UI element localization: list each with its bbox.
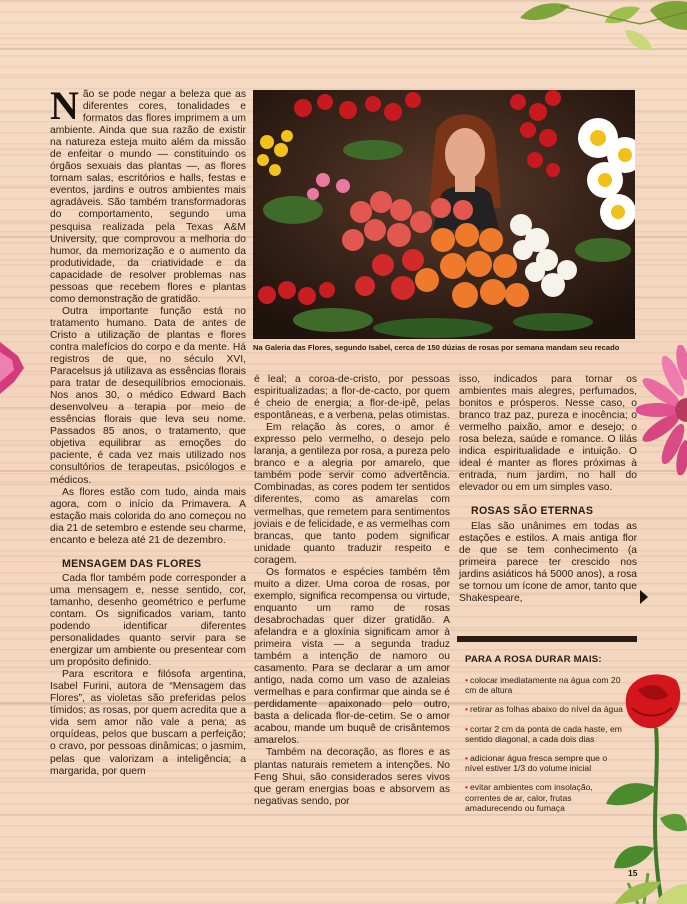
body-paragraph: Os formatos e espécies também têm muito a dizer. Uma coroa de rosas, por exemplo, significa recompensa ou virtude, enquanto um ramo de rosas desabrochadas quer dizer gratidão. A afelandra e a gloxínia significam amor à primeira vista — a segunda traduz também a intenção de namoro ou casamento. Para se declarar a um amor antigo, nada como um vaso de azaleias vermelhas e para confirmar que ainda se é perdidamente apaixonado pelo outro, basta a delicada flor-de-cetim. Se o amor acabou, mande um buquê de crisântemos amarelos. — [254, 566, 450, 747]
body-paragraph: é leal; a coroa-de-cristo, por pessoas espiritualizadas; a flor-de-cacto, por quem é cheio de energia; a flor-de-ipê, pelas espontâneas, e a verbena, pelas otimistas. — [254, 374, 450, 422]
article-column-3 — [459, 374, 637, 605]
body-paragraph: Elas são unânimes em todas as estações e estilos. A mais antiga flor de que se tem conhecimento (a primeira parece ter crescido nos jardins asiáticos há 5000 anos), a rosa se tornou um ícone de amor, tanto que Shakespeare, — [459, 520, 637, 604]
continue-arrow-icon — [640, 590, 648, 604]
section-heading-mensagem: MENSAGEM DAS FLORES — [62, 557, 202, 570]
bullet-icon: • — [465, 704, 469, 715]
florist-photo — [253, 90, 635, 339]
pink-flower-edge-icon — [0, 338, 26, 398]
leaves-bottom-icon — [615, 866, 687, 904]
tip-text: evitar ambientes com insolação, correntes de ar, calor, frutas amadurecendo ou fumaça — [465, 782, 593, 813]
intro-paragraph — [50, 83, 246, 306]
tip-text: adicionar água fresca sempre que o nível estiver 1/3 do volume inicial — [465, 753, 608, 774]
tip-text: colocar imediatamente na água com 20 cm de altura — [465, 675, 621, 696]
body-paragraph: Outra importante função está no tratamento humano. Data de antes de Cristo a utilização de plantas e flores contra malefícios do corpo e da mente. Há registros de que, no século XVI, Paracelsus já utilizava as essências florais para tratar de desequilíbrios emocionais. Nos anos 30, o médico Edward Bach desenvolveu a terapia por meio de essências florais que leva seu nome. Passados 85 anos, o tratamento, que objetiva equilibrar as emoções do paciente, é cada vez mais utilizado nos consultórios de terapeutas, psicólogos e médicos. — [50, 305, 246, 486]
photo-caption: Na Galeria das Flores, segundo Isabel, cerca de 150 dúzias de rosas por semana mandam seu recado — [253, 343, 620, 352]
section-heading-rosas: ROSAS SÃO ETERNAS — [471, 505, 594, 518]
bullet-icon: • — [465, 753, 469, 764]
drop-cap: N — [50, 83, 79, 128]
leaves-decoration — [500, 0, 687, 60]
tip-text: retirar as folhas abaixo do nível da água — [470, 704, 623, 715]
body-paragraph: Para escritora e filósofa argentina, Isabel Furini, autora de “Mensagem das Flores”, as violetas são preferidas pelos tímidos; as rosas, por quem acredita que a vida sem amor não vale a pena; as orquídeas, pelos que buscam a perfeição; o cravo, por pessoas dinâmicas; o jasmim, pelas que valorizam a inteligência; a margarida, por quem — [50, 669, 246, 777]
body-paragraph: Também na decoração, as flores e as plantas naturais remetem a intenções. No Feng Shui, são considerados seres vivos que geram energias boas e absorvem as negativas sendo, por — [254, 747, 450, 807]
page-number: 15 — [628, 868, 638, 878]
bullet-icon: • — [465, 782, 469, 793]
body-paragraph: Em relação às cores, o amor é expresso pelo vermelho, o desejo pelo laranja, a gentileza por rosa, a pureza pelo branco e a alegria por amarelo, que também pode servir como advertência. Combinadas, as cores podem ter sentidos diferentes, como as amarelas com vermelhas, que remetem para sentimentos joviais e de felicidade, e as vermelhas com brancas, que tanto podem significar unidade quanto traduzir respeito e coragem. — [254, 422, 450, 566]
flower-shop-image — [253, 90, 635, 339]
article-column-2 — [254, 374, 450, 808]
pink-gerbera-icon — [636, 345, 687, 475]
body-paragraph: Cada flor também pode corresponder a uma mensagem e, nesse sentido, cor, tamanho, desenho geométrico e perfume contam. Os significados variam, tanto podendo identificar diferentes personalidades quanto servir para se energizar um ambiente ou presentear com um propósito definido. — [50, 572, 246, 669]
tips-box-bar — [457, 636, 637, 642]
intro-text: ão se pode negar a beleza que as diferentes cores, tonalidades e formatos das flores imprimem a um ambiente. Ainda que sua razão de existir na natureza esteja muito além da missão de enfeitar o mundo — constituindo os órgãos sexuais das plantas —, as flores tornam salas, escritórios e halls, festas e eventos, jardins e outros ambientes mais agradáveis. São também transformadoras do comportamento, segundo uma pesquisa realizada pela Texas A&M University, que comprovou a melhoria do humor, da memorização e o aumento da produtividade, da criatividade e da capacidade de resolver problemas nas pessoas que recebem flores e plantas como demonstração de gratidão. — [50, 89, 246, 305]
tip-text: cortar 2 cm da ponta de cada haste, em sentido diagonal, a cada dois dias — [465, 723, 622, 744]
bullet-icon: • — [465, 723, 469, 734]
tips-box-title: PARA A ROSA DURAR MAIS: — [465, 654, 602, 665]
article-column-1 — [50, 83, 246, 778]
bullet-icon: • — [465, 675, 469, 685]
body-paragraph: isso, indicados para tornar os ambientes mais alegres, perfumados, bonitos e prósperos. Nesse caso, o branco traz paz, pureza e inocência; o vermelho paixão, amor e desejo; o rosa beleza, saúde e romance. O lilás indica espiritualidade e intuição. O ideal é manter as flores próximas à entrada, num jardim, no hall do elevador ou em um simples vaso. — [459, 374, 637, 494]
body-paragraph: As flores estão com tudo, ainda mais agora, com o início da Primavera. A estação mais colorida do ano começou no dia 21 de setembro e estende seu charme, encanto e beleza até 21 de dezembro. — [50, 486, 246, 546]
